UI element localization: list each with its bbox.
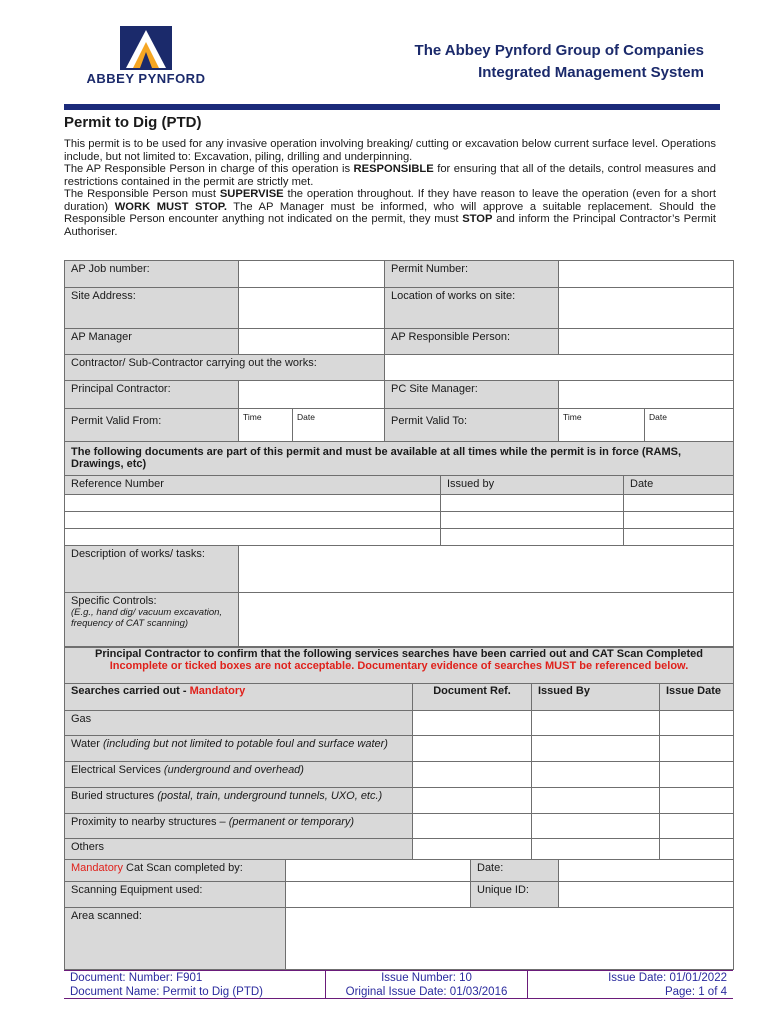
searches-heading <box>65 648 734 684</box>
intro-paragraph-3: The Responsible Person must SUPERVISE the operation throughout. If they have reason to leave the operation (even for a short duration) WORK MUST STOP. The AP Manager must be informed, who will approve a suitable replacement. Should the Responsible Person encounter anything not indicated on the permit, they must STOP and inform the Principal Contractor’s Permit Authoriser. <box>64 188 716 238</box>
field-specific-controls[interactable] <box>239 593 734 647</box>
field-location-of-works[interactable] <box>559 288 734 329</box>
page-title: Permit to Dig (PTD) <box>64 114 202 131</box>
specific-controls-title: Specific Controls: <box>71 595 157 607</box>
cell-date[interactable] <box>624 512 734 529</box>
label-unique-id: Unique ID: <box>471 882 559 908</box>
intro-paragraph-1: This permit is to be used for any invasive operation involving breaking/ cutting or excavation below current surface level. Operations include, but not limited to: Excavation, piling, drilling and underpinning. <box>64 138 716 163</box>
field-ap-manager[interactable] <box>239 329 385 355</box>
header-title <box>415 40 704 84</box>
cell-issued-by[interactable] <box>441 512 624 529</box>
field-valid-to-date[interactable] <box>645 409 734 442</box>
logo-text: ABBEY PYNFORD <box>86 71 206 86</box>
col-issued-by: Issued By <box>532 684 660 711</box>
label-area-scanned: Area scanned: <box>65 908 286 970</box>
col-searches-carried-out: Searches carried out - Mandatory <box>65 684 413 711</box>
intro-paragraph-2: The AP Responsible Person in charge of this operation is RESPONSIBLE for ensuring that all of the details, control measures and restrictions contained in the permit are strictly met. <box>64 163 716 188</box>
date-label: Date <box>649 412 667 422</box>
cell-issue-date[interactable] <box>660 814 734 839</box>
time-label: Time <box>563 412 582 422</box>
cell-reference-number[interactable] <box>65 512 441 529</box>
label-pc-site-manager: PC Site Manager: <box>385 381 559 409</box>
documents-notice: The following documents are part of this permit and must be available at all times while the permit is in force (RAMS, Drawings, etc) <box>65 442 734 476</box>
col-issued-by: Issued by <box>441 476 624 495</box>
label-permit-valid-from: Permit Valid From: <box>65 409 239 442</box>
label-ap-job-number: AP Job number: <box>65 261 239 288</box>
cell-issued-by[interactable] <box>532 711 660 736</box>
field-cat-scan-completed-by[interactable] <box>286 860 471 882</box>
field-permit-number[interactable] <box>559 261 734 288</box>
cell-reference-number[interactable] <box>65 495 441 512</box>
search-water: Water (including but not limited to potable foul and surface water) <box>65 736 413 762</box>
mandatory-label: Mandatory <box>189 685 246 697</box>
field-unique-id[interactable] <box>559 882 734 908</box>
label-scanning-equipment: Scanning Equipment used: <box>65 882 286 908</box>
search-buried-structures: Buried structures (postal, train, underground tunnels, UXO, etc.) <box>65 788 413 814</box>
header-rule <box>64 104 720 110</box>
label-site-address: Site Address: <box>65 288 239 329</box>
field-area-scanned[interactable] <box>286 908 734 970</box>
field-scanning-equipment[interactable] <box>286 882 471 908</box>
label-permit-valid-to: Permit Valid To: <box>385 409 559 442</box>
cat-scan-table <box>64 859 734 970</box>
label-principal-contractor: Principal Contractor: <box>65 381 239 409</box>
label-contractor: Contractor/ Sub-Contractor carrying out the works: <box>65 355 385 381</box>
table-row <box>65 711 734 736</box>
cell-issued-by[interactable] <box>532 736 660 762</box>
table-row <box>65 814 734 839</box>
cell-issue-date[interactable] <box>660 711 734 736</box>
specific-controls-example: (E.g., hand dig/ vacuum excavation, frequency of CAT scanning) <box>71 607 223 629</box>
searches-warning: Incomplete or ticked boxes are not acceptable. Documentary evidence of searches MUST be referenced below. <box>109 659 689 672</box>
document-footer <box>64 970 733 999</box>
table-row <box>65 495 734 512</box>
field-cat-scan-date[interactable] <box>559 860 734 882</box>
field-site-address[interactable] <box>239 288 385 329</box>
logo-mark-icon <box>120 26 172 70</box>
footer-original-issue-date: Original Issue Date: 01/03/2016 <box>326 985 528 998</box>
table-row <box>65 512 734 529</box>
footer-issue-number: Issue Number: 10 <box>326 971 528 985</box>
cell-document-ref[interactable] <box>413 711 532 736</box>
system-name: Integrated Management System <box>478 64 704 81</box>
search-electrical: Electrical Services (underground and overhead) <box>65 762 413 788</box>
cell-issue-date[interactable] <box>660 788 734 814</box>
cell-document-ref[interactable] <box>413 814 532 839</box>
cell-issue-date[interactable] <box>660 762 734 788</box>
cell-reference-number[interactable] <box>65 529 441 546</box>
cell-date[interactable] <box>624 529 734 546</box>
table-row <box>65 762 734 788</box>
footer-issue-date: Issue Date: 01/01/2022 <box>608 972 727 984</box>
field-description-of-works[interactable] <box>239 546 734 593</box>
cell-issued-by[interactable] <box>532 762 660 788</box>
documents-table <box>64 441 734 647</box>
table-row <box>65 529 734 546</box>
cell-issued-by[interactable] <box>532 788 660 814</box>
cell-issued-by[interactable] <box>441 495 624 512</box>
search-others: Others <box>65 839 413 864</box>
date-label: Date <box>297 412 315 422</box>
footer-page-number: Page: 1 of 4 <box>664 986 727 998</box>
job-details-table <box>64 260 734 442</box>
label-specific-controls <box>65 593 239 647</box>
field-pc-site-manager[interactable] <box>559 381 734 409</box>
label-cat-scan-date: Date: <box>471 860 559 882</box>
col-issue-date: Issue Date <box>660 684 734 711</box>
search-gas: Gas <box>65 711 413 736</box>
field-contractor[interactable] <box>385 355 734 381</box>
footer-document-name: Document Name: Permit to Dig (PTD) <box>64 985 326 998</box>
label-description-of-works: Description of works/ tasks: <box>65 546 239 593</box>
company-logo <box>76 26 216 90</box>
label-cat-scan-completed-by: Mandatory Cat Scan completed by: <box>65 860 286 882</box>
label-permit-number: Permit Number: <box>385 261 559 288</box>
col-document-ref: Document Ref. <box>413 684 532 711</box>
field-valid-from-date[interactable] <box>293 409 385 442</box>
cell-document-ref[interactable] <box>413 736 532 762</box>
cell-document-ref[interactable] <box>413 788 532 814</box>
mandatory-label: Mandatory <box>71 862 123 874</box>
time-label: Time <box>243 412 262 422</box>
cell-issued-by[interactable] <box>532 814 660 839</box>
label-ap-responsible-person: AP Responsible Person: <box>385 329 559 355</box>
cell-issued-by[interactable] <box>441 529 624 546</box>
footer-document-number: Document: Number: F901 <box>64 971 326 985</box>
col-reference-number: Reference Number <box>65 476 441 495</box>
searches-heading-text: Principal Contractor to confirm that the following services searches have been carried out and CAT Scan Completed <box>95 648 703 660</box>
company-name: The Abbey Pynford Group of Companies <box>414 42 704 59</box>
search-proximity: Proximity to nearby structures – (permanent or temporary) <box>65 814 413 839</box>
field-ap-job-number[interactable] <box>239 261 385 288</box>
col-date: Date <box>624 476 734 495</box>
field-principal-contractor[interactable] <box>239 381 385 409</box>
cell-issue-date[interactable] <box>660 736 734 762</box>
field-ap-responsible-person[interactable] <box>559 329 734 355</box>
label-location-of-works: Location of works on site: <box>385 288 559 329</box>
intro-text <box>64 138 716 238</box>
field-valid-from-time[interactable] <box>239 409 293 442</box>
table-row <box>65 736 734 762</box>
searches-table <box>64 647 734 864</box>
cell-date[interactable] <box>624 495 734 512</box>
cell-document-ref[interactable] <box>413 762 532 788</box>
field-valid-to-time[interactable] <box>559 409 645 442</box>
label-ap-manager: AP Manager <box>65 329 239 355</box>
table-row <box>65 788 734 814</box>
